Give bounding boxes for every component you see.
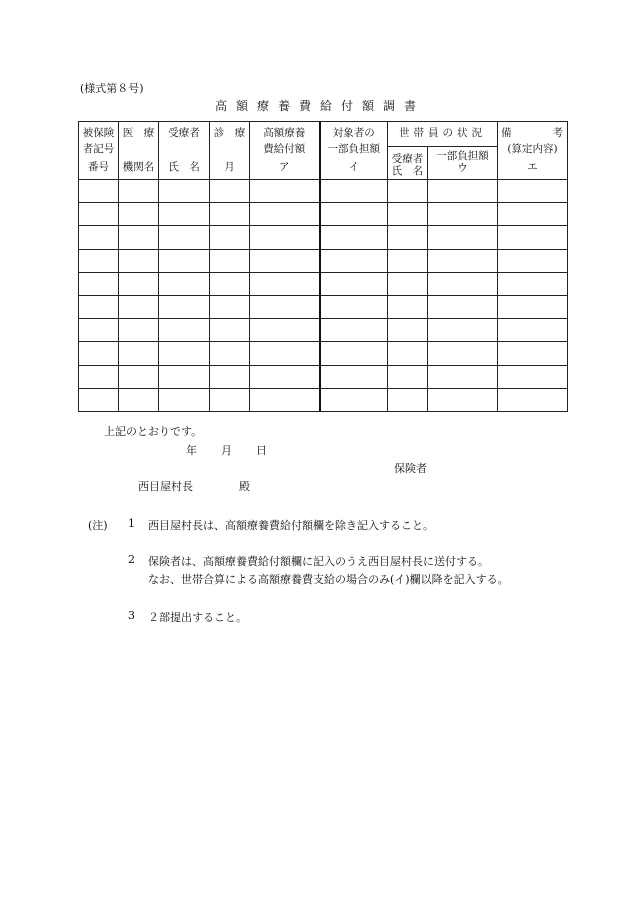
table-row: [79, 365, 568, 388]
cell-patient-name[interactable]: [159, 272, 210, 295]
date-line: [186, 442, 291, 458]
note-1-number: 1: [128, 517, 135, 530]
cell-remarks[interactable]: [498, 295, 568, 318]
header-remarks: 備 考 (算定内容) エ: [498, 122, 568, 180]
cell-household-patient[interactable]: [388, 319, 428, 342]
cell-benefit-amount[interactable]: [250, 295, 320, 318]
cell-medical-institution[interactable]: [119, 226, 159, 249]
cell-subject-burden[interactable]: [320, 342, 388, 365]
table-row: [79, 203, 568, 226]
header-medical-institution: 医 療 機関名: [119, 122, 159, 180]
note-2-text: 保険者は、高額療養費給付額欄に記入のうえ西目屋村長に送付する。: [148, 555, 489, 568]
cell-medical-institution[interactable]: [119, 203, 159, 226]
cell-patient-name[interactable]: [159, 180, 210, 203]
cell-patient-name[interactable]: [159, 319, 210, 342]
cell-household-patient[interactable]: [388, 203, 428, 226]
benefit-table: [78, 121, 568, 412]
document-title: 高額療養費給付額調書: [214, 99, 425, 113]
header-insured-number: 被保険 者記号 番号: [79, 122, 119, 180]
cell-benefit-amount[interactable]: [250, 319, 320, 342]
note-3-text: ２部提出すること。: [148, 611, 247, 624]
cell-subject-burden[interactable]: [320, 249, 388, 272]
cell-patient-name[interactable]: [159, 295, 210, 318]
cell-household-burden[interactable]: [428, 388, 498, 411]
cell-medical-institution[interactable]: [119, 295, 159, 318]
cell-remarks[interactable]: [498, 388, 568, 411]
header-subject-burden: 対象者の 一部負担額 イ: [320, 122, 388, 180]
statement-text: 上記のとおりです。: [104, 425, 203, 438]
cell-household-burden[interactable]: [428, 249, 498, 272]
notes-label: (注): [88, 519, 108, 532]
header-household-burden: 一部負担額 ウ: [436, 150, 489, 174]
cell-benefit-amount[interactable]: [250, 203, 320, 226]
cell-treatment-month[interactable]: [210, 180, 250, 203]
cell-patient-name[interactable]: [159, 342, 210, 365]
cell-benefit-amount[interactable]: [250, 342, 320, 365]
cell-subject-burden[interactable]: [320, 319, 388, 342]
table-row: [79, 319, 568, 342]
table-row: [79, 272, 568, 295]
day-label: 日: [256, 444, 267, 457]
cell-insured-number[interactable]: [79, 365, 119, 388]
cell-remarks[interactable]: [498, 249, 568, 272]
cell-benefit-amount[interactable]: [250, 180, 320, 203]
cell-benefit-amount[interactable]: [250, 388, 320, 411]
cell-medical-institution[interactable]: [119, 249, 159, 272]
table-header-row: [79, 122, 568, 180]
cell-medical-institution[interactable]: [119, 388, 159, 411]
cell-household-burden[interactable]: [428, 203, 498, 226]
insurer-label: 保険者: [394, 462, 427, 475]
cell-patient-name[interactable]: [159, 365, 210, 388]
table-row: [79, 342, 568, 365]
month-label: 月: [221, 444, 232, 457]
cell-household-patient[interactable]: [388, 249, 428, 272]
cell-remarks[interactable]: [498, 365, 568, 388]
cell-household-patient[interactable]: [388, 295, 428, 318]
note-2-text-continued: なお、世帯合算による高額療養費支給の場合のみ(イ)欄以降を記入する。: [148, 573, 509, 586]
cell-insured-number[interactable]: [79, 342, 119, 365]
cell-patient-name[interactable]: [159, 203, 210, 226]
cell-subject-burden[interactable]: [320, 388, 388, 411]
cell-subject-burden[interactable]: [320, 180, 388, 203]
cell-insured-number[interactable]: [79, 272, 119, 295]
cell-patient-name[interactable]: [159, 388, 210, 411]
cell-household-burden[interactable]: [428, 342, 498, 365]
cell-remarks[interactable]: [498, 272, 568, 295]
form-number: (様式第８号): [80, 82, 144, 95]
cell-insured-number[interactable]: [79, 180, 119, 203]
cell-remarks[interactable]: [498, 203, 568, 226]
cell-insured-number[interactable]: [79, 203, 119, 226]
addressee-line: [138, 478, 250, 494]
cell-medical-institution[interactable]: [119, 319, 159, 342]
cell-insured-number[interactable]: [79, 226, 119, 249]
cell-medical-institution[interactable]: [119, 180, 159, 203]
honorific: 殿: [239, 480, 250, 493]
cell-treatment-month[interactable]: [210, 295, 250, 318]
cell-household-patient[interactable]: [388, 365, 428, 388]
cell-treatment-month[interactable]: [210, 226, 250, 249]
addressee: 西目屋村長: [138, 480, 193, 493]
cell-household-burden[interactable]: [428, 180, 498, 203]
cell-household-patient[interactable]: [388, 342, 428, 365]
header-patient-name: 受療者 氏 名: [159, 122, 210, 180]
household-status-title: 世帯員の状況: [399, 127, 486, 139]
cell-household-burden[interactable]: [428, 272, 498, 295]
cell-medical-institution[interactable]: [119, 272, 159, 295]
cell-benefit-amount[interactable]: [250, 249, 320, 272]
table-row: [79, 180, 568, 203]
year-label: 年: [186, 444, 197, 457]
cell-treatment-month[interactable]: [210, 388, 250, 411]
table-row: [79, 249, 568, 272]
cell-subject-burden[interactable]: [320, 203, 388, 226]
cell-treatment-month[interactable]: [210, 272, 250, 295]
cell-remarks[interactable]: [498, 180, 568, 203]
header-benefit-amount: 高額療養 費給付額 ア: [250, 122, 320, 180]
cell-insured-number[interactable]: [79, 295, 119, 318]
cell-subject-burden[interactable]: [320, 365, 388, 388]
note-1-text: 西目屋村長は、高額療養費給付額欄を除き記入すること。: [148, 519, 434, 532]
cell-benefit-amount[interactable]: [250, 226, 320, 249]
cell-insured-number[interactable]: [79, 249, 119, 272]
cell-household-burden[interactable]: [428, 295, 498, 318]
cell-patient-name[interactable]: [159, 226, 210, 249]
cell-insured-number[interactable]: [79, 319, 119, 342]
table-row: [79, 226, 568, 249]
note-3-number: 3: [128, 609, 135, 622]
cell-benefit-amount[interactable]: [250, 272, 320, 295]
table-row: [79, 295, 568, 318]
cell-treatment-month[interactable]: [210, 203, 250, 226]
cell-remarks[interactable]: [498, 342, 568, 365]
cell-household-patient[interactable]: [388, 388, 428, 411]
cell-treatment-month[interactable]: [210, 319, 250, 342]
cell-benefit-amount[interactable]: [250, 365, 320, 388]
cell-household-patient[interactable]: [388, 272, 428, 295]
cell-subject-burden[interactable]: [320, 295, 388, 318]
cell-insured-number[interactable]: [79, 388, 119, 411]
header-household-status: [388, 122, 498, 180]
cell-medical-institution[interactable]: [119, 365, 159, 388]
cell-household-burden[interactable]: [428, 319, 498, 342]
table-row: [79, 388, 568, 411]
cell-remarks[interactable]: [498, 226, 568, 249]
header-treatment-month: 診 療 月: [210, 122, 250, 180]
cell-patient-name[interactable]: [159, 249, 210, 272]
cell-household-burden[interactable]: [428, 226, 498, 249]
note-2-number: 2: [128, 553, 135, 566]
cell-household-burden[interactable]: [428, 365, 498, 388]
cell-subject-burden[interactable]: [320, 226, 388, 249]
cell-treatment-month[interactable]: [210, 342, 250, 365]
header-household-patient: 受療者 氏 名: [388, 146, 428, 179]
cell-subject-burden[interactable]: [320, 272, 388, 295]
cell-medical-institution[interactable]: [119, 342, 159, 365]
cell-treatment-month[interactable]: [210, 365, 250, 388]
cell-household-patient[interactable]: [388, 226, 428, 249]
cell-remarks[interactable]: [498, 319, 568, 342]
cell-treatment-month[interactable]: [210, 249, 250, 272]
cell-household-patient[interactable]: [388, 180, 428, 203]
